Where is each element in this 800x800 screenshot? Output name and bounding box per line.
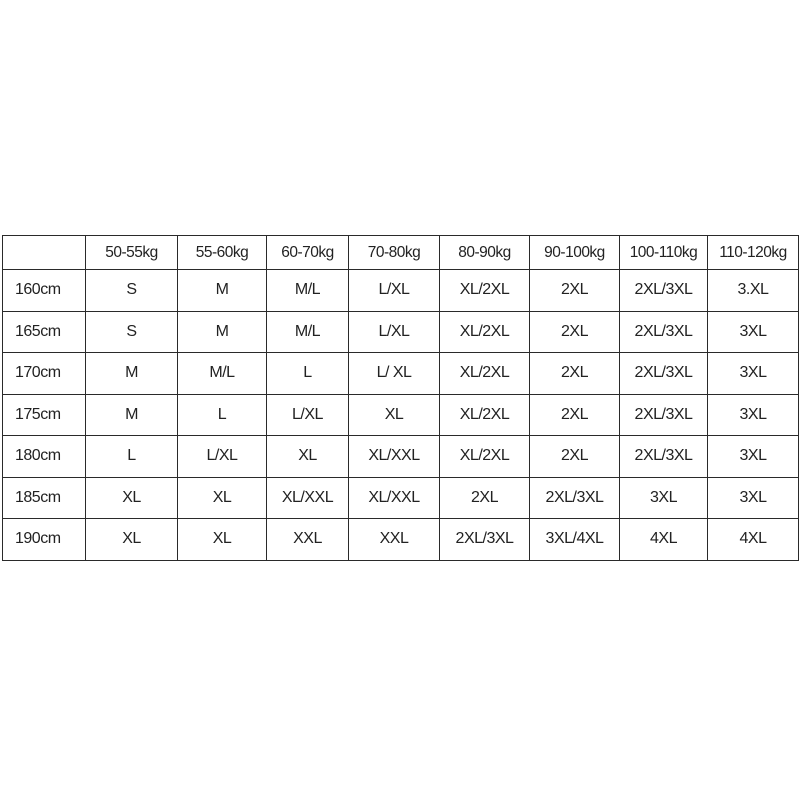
size-cell: XL/2XL: [440, 311, 530, 353]
size-cell: 3XL: [708, 436, 799, 478]
weight-header: 60-70kg: [267, 236, 349, 270]
size-cell: XL: [267, 436, 349, 478]
size-cell: S: [86, 270, 178, 312]
size-cell: XL/XXL: [349, 477, 440, 519]
size-cell: 3XL/4XL: [530, 519, 620, 561]
size-cell: 3XL: [708, 477, 799, 519]
size-cell: 4XL: [708, 519, 799, 561]
height-label: 160cm: [3, 270, 86, 312]
size-cell: 2XL/3XL: [440, 519, 530, 561]
table-row: [3, 394, 799, 436]
size-cell: M: [86, 353, 178, 395]
size-cell: XL: [178, 477, 267, 519]
size-cell: L/XL: [178, 436, 267, 478]
table-row: [3, 436, 799, 478]
size-cell: 3XL: [708, 394, 799, 436]
size-cell: S: [86, 311, 178, 353]
size-cell: 2XL/3XL: [620, 353, 708, 395]
weight-header: 100-110kg: [620, 236, 708, 270]
size-cell: M: [178, 311, 267, 353]
size-cell: XL: [178, 519, 267, 561]
size-cell: XL: [86, 477, 178, 519]
size-cell: L: [86, 436, 178, 478]
height-label: 185cm: [3, 477, 86, 519]
size-cell: M/L: [267, 270, 349, 312]
height-label: 175cm: [3, 394, 86, 436]
size-cell: 2XL/3XL: [620, 436, 708, 478]
size-cell: L: [178, 394, 267, 436]
size-chart-table: [2, 235, 799, 561]
table-row: [3, 311, 799, 353]
size-cell: M/L: [178, 353, 267, 395]
size-cell: 2XL: [530, 394, 620, 436]
height-label: 180cm: [3, 436, 86, 478]
size-cell: XL/2XL: [440, 394, 530, 436]
size-cell: 2XL/3XL: [620, 311, 708, 353]
size-cell: XXL: [267, 519, 349, 561]
size-cell: 2XL/3XL: [530, 477, 620, 519]
table-row: [3, 353, 799, 395]
size-cell: XL: [349, 394, 440, 436]
size-cell: L/XL: [349, 270, 440, 312]
size-cell: 2XL/3XL: [620, 270, 708, 312]
weight-header: 50-55kg: [86, 236, 178, 270]
size-cell: L/XL: [267, 394, 349, 436]
size-cell: 2XL: [440, 477, 530, 519]
size-cell: XL: [86, 519, 178, 561]
size-cell: 2XL: [530, 436, 620, 478]
weight-header: 110-120kg: [708, 236, 799, 270]
size-cell: M: [86, 394, 178, 436]
size-cell: 2XL: [530, 270, 620, 312]
size-cell: 2XL: [530, 311, 620, 353]
size-cell: XL/2XL: [440, 436, 530, 478]
size-cell: XL/2XL: [440, 270, 530, 312]
size-cell: 3XL: [708, 311, 799, 353]
size-cell: XL/2XL: [440, 353, 530, 395]
weight-header: 90-100kg: [530, 236, 620, 270]
table-row: [3, 477, 799, 519]
height-label: 170cm: [3, 353, 86, 395]
weight-header-row: [3, 236, 799, 270]
size-cell: XL/XXL: [267, 477, 349, 519]
table-row: [3, 519, 799, 561]
size-cell: 4XL: [620, 519, 708, 561]
size-cell: M/L: [267, 311, 349, 353]
size-cell: L/ XL: [349, 353, 440, 395]
weight-header: 55-60kg: [178, 236, 267, 270]
size-cell: 2XL: [530, 353, 620, 395]
size-cell: L: [267, 353, 349, 395]
height-label: 190cm: [3, 519, 86, 561]
size-cell: 3.XL: [708, 270, 799, 312]
size-cell: 3XL: [620, 477, 708, 519]
height-label: 165cm: [3, 311, 86, 353]
size-cell: XL/XXL: [349, 436, 440, 478]
size-cell: 2XL/3XL: [620, 394, 708, 436]
size-cell: M: [178, 270, 267, 312]
size-cell: XXL: [349, 519, 440, 561]
size-cell: 3XL: [708, 353, 799, 395]
weight-header: 80-90kg: [440, 236, 530, 270]
weight-header: 70-80kg: [349, 236, 440, 270]
table-row: [3, 270, 799, 312]
size-cell: L/XL: [349, 311, 440, 353]
corner-cell: [3, 236, 86, 270]
